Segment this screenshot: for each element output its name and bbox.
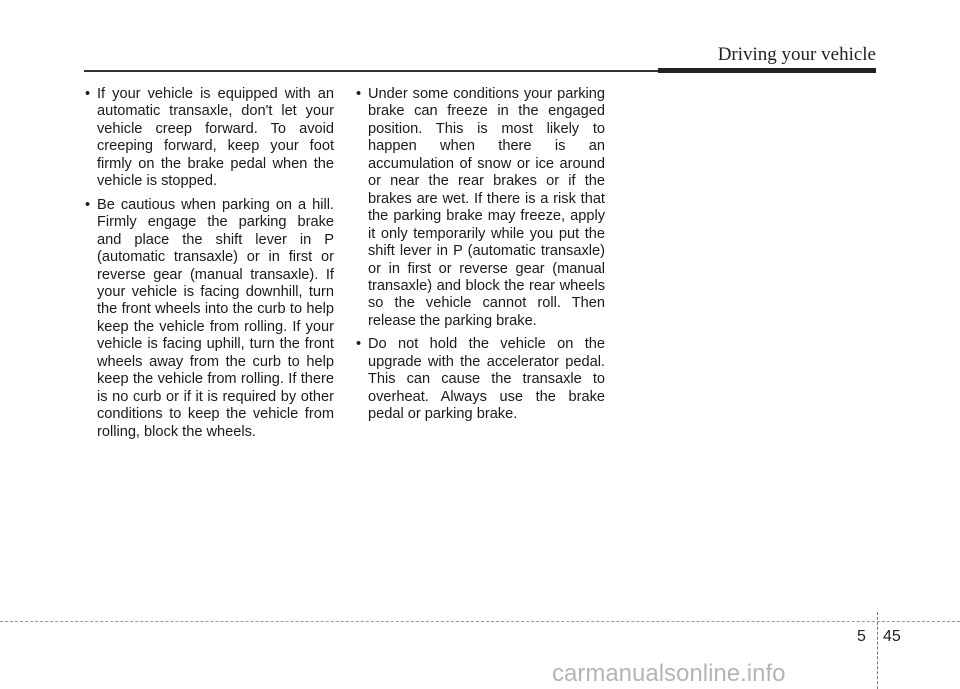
watermark-text: carmanualsonline.info <box>552 660 786 687</box>
bullet-icon: • <box>356 86 362 102</box>
chapter-number: 5 <box>857 628 866 645</box>
list-item <box>84 197 334 441</box>
bullet-icon: • <box>356 336 362 353</box>
list-item-text: Under some conditions your parking brake can freeze in the engaged position. This is most likely to happen when there is an accumulation of snow or ice around or near the rear brakes or if the brakes are wet. If there is a risk that the parking brake may freeze, apply it only temporarily while you put the shift lever in P (automatic transaxle) or in first or reverse gear (manual transaxle) and block the rear wheels so the vehicle cannot roll. Then release the parking brake. <box>368 86 605 329</box>
list-item <box>84 86 334 191</box>
list-item-text: Be cautious when parking on a hill. Firmly engage the parking brake and place the shift lever in P (automatic transaxle) or in first or reverse gear (manual transaxle). If your vehicle is facing downhill, turn the front wheels into the curb to help keep the vehicle from rolling. If your vehicle is facing uphill, turn the front wheels away from the curb to help keep the vehicle from rolling. If there is no curb or if it is required by other conditions to keep the vehicle from rolling, block the wheels. <box>97 196 334 440</box>
right-bullet-list <box>355 86 605 424</box>
header-rule-thin <box>84 70 660 72</box>
right-column <box>355 86 605 430</box>
left-column <box>84 86 334 447</box>
page-header-title: Driving your vehicle <box>717 44 876 65</box>
bullet-icon: • <box>85 196 91 213</box>
bullet-icon: • <box>85 86 91 102</box>
left-bullet-list <box>84 86 334 441</box>
header-rule-thick <box>658 68 876 73</box>
list-item-text: Do not hold the vehicle on the upgrade with the accelerator pedal. This can cause the transaxle to overheat. Always use the brake pedal or parking brake. <box>368 336 605 423</box>
page-number-divider <box>877 612 878 689</box>
list-item <box>355 86 605 330</box>
list-item-text: If your vehicle is equipped with an automatic transaxle, don't let your vehicle creep forward. To avoid creeping forward, keep your foot firmly on the brake pedal when the vehicle is stopped. <box>97 86 334 190</box>
page-number: 45 <box>883 628 901 645</box>
footer-rule <box>0 621 960 622</box>
list-item <box>355 336 605 423</box>
